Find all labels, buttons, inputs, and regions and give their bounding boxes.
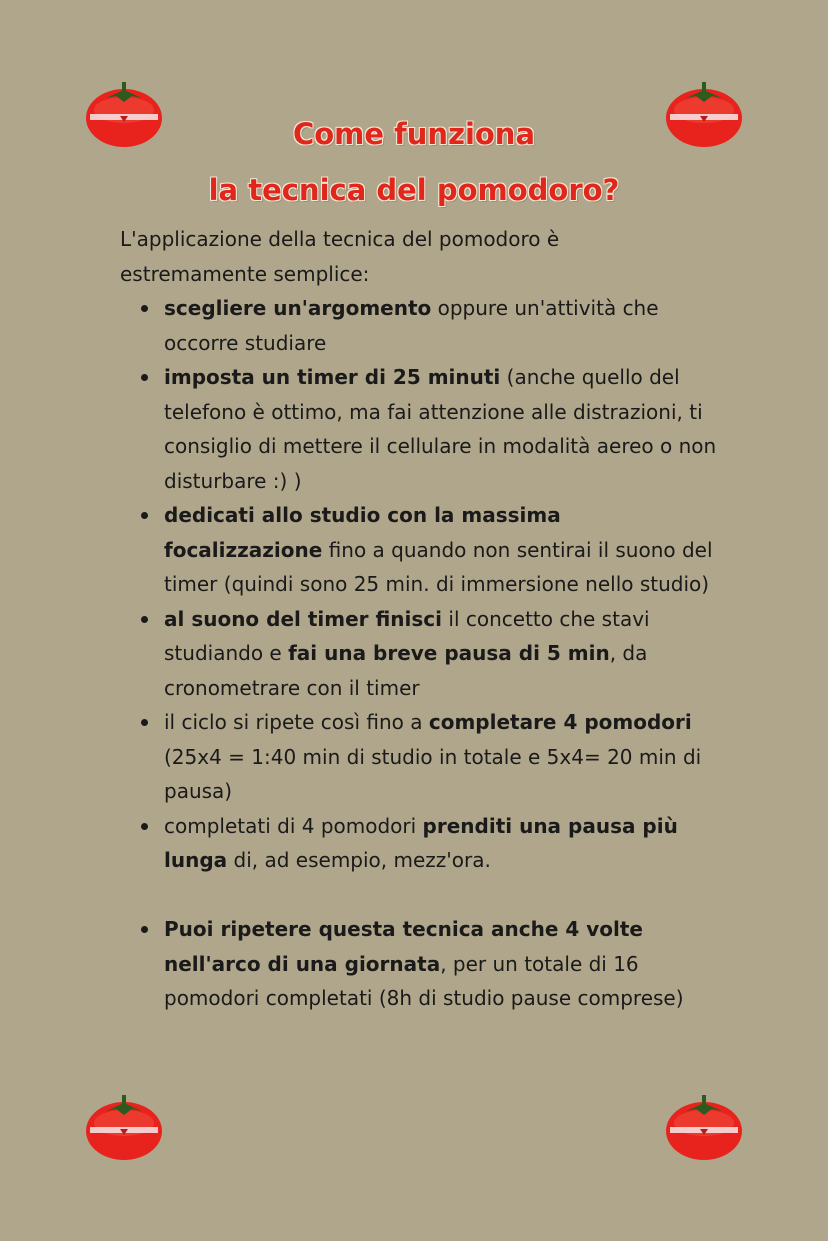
intro-paragraph: [120, 222, 720, 291]
list-item: [164, 912, 720, 1016]
content: [120, 222, 720, 1016]
item-text: , da cronometrare con il timer: [164, 641, 648, 700]
list-item: [164, 291, 720, 360]
list-item: [164, 602, 720, 706]
bullet-icon: [141, 512, 148, 519]
bullet-icon: [141, 616, 148, 623]
bullet-icon: [141, 719, 148, 726]
bullet-icon: [141, 823, 148, 830]
item-text: , per un totale di 16 pomodori completati (8h di studio pause comprese): [164, 951, 684, 1010]
item-text: fino a quando non sentirai il suono del timer (quindi sono 25 min. di immersione nello studio): [164, 537, 713, 596]
list-item: [164, 360, 720, 498]
title-line-2: la tecnica del pomodoro?: [208, 173, 620, 207]
item-bold: fai una breve pausa di 5 min: [288, 641, 610, 665]
item-bold: Puoi ripetere questa tecnica anche 4 volte nell'arco di una giornata: [164, 917, 643, 976]
item-bold: prenditi una pausa più lunga: [164, 813, 678, 872]
bullet-icon: [141, 926, 148, 933]
item-bold: scegliere un'argomento: [164, 296, 432, 320]
item-text: il concetto che stavi studiando e: [164, 606, 650, 665]
intro-line-2: estremamente semplice:: [120, 261, 370, 286]
item-text: oppure un'attività che occorre studiare: [164, 296, 659, 355]
item-text: (anche quello del telefono è ottimo, ma fai attenzione alle distrazioni, ti consiglio di mettere il cellulare in modalità aereo o non disturbare :) ): [164, 365, 717, 493]
item-bold: completare 4 pomodori: [428, 710, 692, 734]
item-text: completati di 4 pomodori: [164, 813, 423, 838]
title-line-1: Come funziona: [292, 117, 536, 151]
item-bold: al suono del timer finisci: [164, 606, 443, 631]
bullet-icon: [141, 305, 148, 312]
page-title: [0, 106, 828, 218]
item-text: di, ad esempio, mezz'ora.: [227, 848, 491, 872]
item-bold: dedicati allo studio con la massima focalizzazione: [164, 503, 561, 562]
item-text: il ciclo si ripete così fino a: [164, 710, 429, 734]
list-item: [164, 498, 720, 602]
item-text: (25x4 = 1:40 min di studio in totale e 5x4= 20 min di pausa): [164, 744, 702, 803]
list-item: [164, 809, 720, 878]
steps-list: [120, 291, 720, 1016]
tomato-timer-icon: [664, 1093, 744, 1161]
bullet-icon: [141, 374, 148, 381]
item-bold: imposta un timer di 25 minuti: [164, 365, 501, 389]
list-item: [164, 705, 720, 809]
intro-line-1: L'applicazione della tecnica del pomodoro è: [120, 227, 560, 251]
tomato-timer-icon: [84, 1093, 164, 1161]
